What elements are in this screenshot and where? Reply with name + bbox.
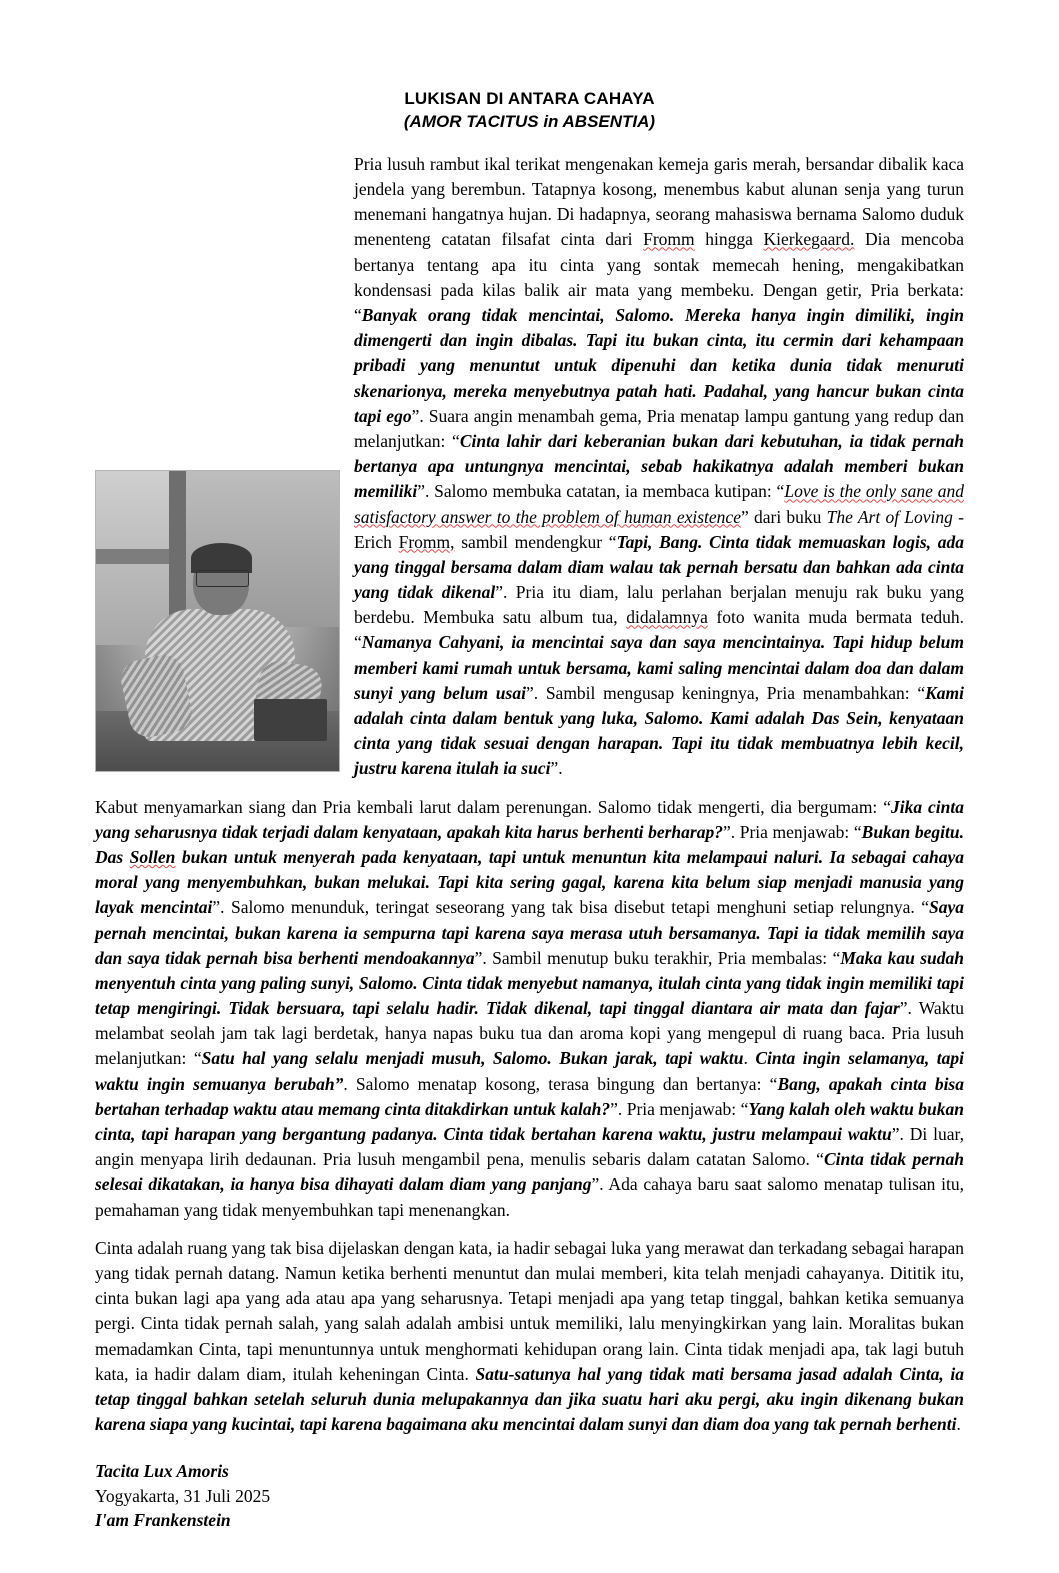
p2-quote-3: Saya pernah mencintai, bukan karena ia sempurna tapi karena saya merasa utuh bersamanya. Tapi ia tidak memilih saya dan saya tidak pernah bisa berhenti mendoakannya [95,897,964,968]
author-photo [95,470,340,772]
p2-quote-4: Maka kau sudah menyentuh cinta yang paling sunyi, Salomo. Cinta tidak menyebut namanya, itulah cinta yang tidak ingin memiliki tapi tetap mengiringi. Tidak bersuara, tapi selalu hadir. Tidak dikenal, tapi tinggal diantara air mata dan fajar [95,947,965,1019]
photo-shelf [96,549,179,564]
p2-text-a: Kabut menyamarkan siang dan Pria kembali larut dalam perenungan. Salomo tidak mengerti, dia bergumam: “ [95,796,891,817]
p1-term-fromm-2: Fromm, [398,531,455,552]
p1-text-b: hingga [694,229,764,250]
p2-text-b: ”. Pria menjawab: “ [722,821,862,842]
p1-text-h: sambil mendengkur “ [454,531,617,552]
p1-quote-2: Cinta lahir dari keberanian bukan dari kebutuhan, ia tidak pernah bertanya apa untungnya mencintai, sebab hakikatnya adalah memberi bukan memiliki [354,430,964,502]
p1-text-e: ”. Salomo membuka catatan, ia membaca kutipan: “ [417,481,785,502]
p3-text-a: Cinta adalah ruang yang tak bisa dijelaskan dengan kata, ia hadir sebagai luka yang merawat dan terkadang sebagai harapan yang tidak pernah datang. Namun ketika berhenti menuntut dan mulai memberi, kita telah menjadi cahayanya. Dititik itu, cinta bukan lagi apa yang ada atau apa yang seharusnya. Tetapi menjadi apa yang tetap tinggal, bahkan ketika semuanya pergi. Cinta tidak pernah salah, yang salah adalah ambisi untuk memiliki, lalu menyingkirkan yang lain. Moralitas bukan memadamkan Cinta, tapi menuntunnya untuk menghormati kehidupan orang lain. Cinta tidak menjadi apa, tak lagi butuh kata, ia hadir dalam diam, itulah keheningan Cinta. [95,1237,964,1384]
p2-text-d: ”. Sambil menutup buku terakhir, Pria membalas: “ [474,947,841,968]
p2-text-g: . Salomo menatap kosong, terasa bingung dan bertanya: “ [343,1073,778,1094]
p2-quote-6: Bang, apakah cinta bisa bertahan terhadap waktu atau memang cinta ditakdirkan untuk kalah? [95,1073,964,1119]
p2-text-h: ”. Pria menjawab: “ [610,1098,749,1119]
photo-laptop [254,699,327,741]
p2-quote-1: Jika cinta yang seharusnya tidak terjadi dalam kenyataan, apakah kita harus berhenti berharap? [95,796,964,842]
paragraph-2 [95,795,964,1223]
p1-text-l: ”. [550,758,563,779]
page-subtitle: (AMOR TACITUS in ABSENTIA) [403,111,656,131]
p1-text-d: ”. Suara angin menambah gema, Pria menatap lampu gantung yang redup dan melanjutkan: “ [354,405,964,451]
p1-quote-3: Tapi, Bang. Cinta tidak memuaskan logis, ada yang tinggal bersama dalam diam walau tak pernah bersatu dan bahkan ada cinta yang tidak dikenal [354,531,964,603]
p1-term-fromm: Fromm [643,229,695,250]
signature-block [95,1459,964,1533]
p2-term-sollen: Sollen [129,846,176,867]
p1-text-j: foto wanita muda bermata teduh. “ [354,607,964,653]
p1-quote-4: Namanya Cahyani, ia mencintai saya dan saya mencintainya. Tapi hidup belum memberi kami rumah untuk bersama, kami saling mencintai dalam doa dan dalam sunyi yang belum usai [354,632,964,703]
p2-text-c: ”. Salomo menunduk, teringat seseorang yang tak bisa disebut tetapi menghuni setiap relungnya. “ [212,897,929,918]
p1-book-title: The Art of Loving [826,506,953,527]
p2-quote-2-post: bukan untuk menyerah pada kenyataan, tapi untuk menuntun kita melampaui naluri. Ia sebagai cahaya moral yang menyembuhkan, bukan melukai. Tapi kita sering gagal, karena kita belum siap menjadi manusia yang layak mencintai [95,846,964,918]
paragraph-3 [95,1236,964,1438]
signature-tagline: I'am Frankenstein [95,1510,231,1531]
p2-quote-8: Cinta tidak pernah selesai dikatakan, ia hanya bisa dihayati dalam diam yang panjang [95,1149,964,1195]
p1-text-k: ”. Sambil mengusap keningnya, Pria menambahkan: “ [525,682,926,703]
p1-quote-5: Kami adalah cinta dalam bentuk yang luka, Salomo. Kami adalah Das Sein, kenyataan cinta yang tidak sesuai dengan harapan. Tapi itu tidak membuatnya lebih kecil, justru karena itulah ia suci [354,682,964,779]
page-title: LUKISAN DI ANTARA CAHAYA [404,89,655,108]
p3-closing-statement: Satu-satunya hal yang tidak mati bersama jasad adalah Cinta, ia tetap tinggal bahkan setelah seluruh dunia melupakannya dan jika suatu hari aku pergi, aku ingin dikenang bukan karena siapa yang kucintai, tapi karena bagaimana aku mencintai dalam sunyi dan diam doa yang tak pernah berhenti [95,1363,964,1435]
p2-text-j: ”. Ada cahaya baru saat salomo menatap tulisan itu, pemahaman yang tidak menyembuhkan tapi menenangkan. [95,1174,964,1220]
author-photo-wrapper [95,470,338,772]
p2-quote-2-pre: Bukan begitu. Das [95,821,964,867]
p2-quote-7: Yang kalah oleh waktu bukan cinta, tapi harapan yang bergantung padanya. Cinta tidak bertahan karena waktu, justru melampaui waktu [95,1098,964,1144]
p2-quote-5: Satu hal yang selalu menjadi musuh, Salomo. Bukan jarak, tapi waktu [201,1048,744,1069]
p3-text-end: . [956,1414,961,1435]
p2-text-e: ”. Waktu melambat seolah jam tak lagi berdetak, hanya napas buku tua dan aroma kopi yang mengepul di ruang baca. Pria lusuh melanjutkan: “ [95,998,964,1069]
p1-text-g: -Erich [354,506,964,552]
title-block [95,88,964,134]
photo-person-hair [191,543,252,573]
p1-english-quote: Love is the only sane and satisfactory answer to the problem of human existence [354,481,965,527]
p1-term-didalamnya: didalamnya [626,607,708,628]
p1-text-a: Pria lusuh rambut ikal terikat mengenakan kemeja garis merah, bersandar dibalik kaca jendela yang berembun. Tatapnya kosong, menembus kabut alunan senja yang turun menemani hangatnya hujan. Di hadapnya, seorang mahasiswa bernama Salomo duduk menenteng catatan filsafat cinta dari [354,153,964,250]
p2-quote-5b: Cinta ingin selamanya, tapi waktu ingin semuanya berubah” [95,1048,964,1094]
p1-text-c: Dia mencoba bertanya tentang apa itu cinta yang sontak memecah hening, mengakibatkan kondensasi pada kilas balik air mata yang membeku. Dengan getir, Pria berkata: “ [354,229,964,325]
signature-name: Tacita Lux Amoris [95,1461,229,1482]
p1-term-kierkegaard: Kierkegaard. [763,229,855,250]
p2-text-f: . [743,1048,756,1069]
p1-text-i: ”. Pria itu diam, lalu perlahan berjalan menuju rak buku yang berdebu. Membuka satu album tua, [354,582,964,628]
p2-text-i: ”. Di luar, angin menyapa lirih dedaunan. Pria lusuh mengambil pena, menulis sebaris dalam catatan Salomo. “ [95,1124,964,1170]
p1-text-f: ” dari buku [740,506,827,527]
signature-place-date: Yogyakarta, 31 Juli 2025 [95,1485,271,1506]
photo-person-glasses [196,570,249,587]
p1-quote-1: Banyak orang tidak mencintai, Salomo. Mereka hanya ingin dimiliki, ingin dimengerti dan ingin dibalas. Tapi itu bukan cinta, itu cermin dari kehampaan pribadi yang menuntut untuk dipenuhi dan ketika dunia tidak menuruti skenarionya, mereka menyebutnya patah hati. Padahal, yang hancur bukan cinta tapi ego [354,305,964,426]
